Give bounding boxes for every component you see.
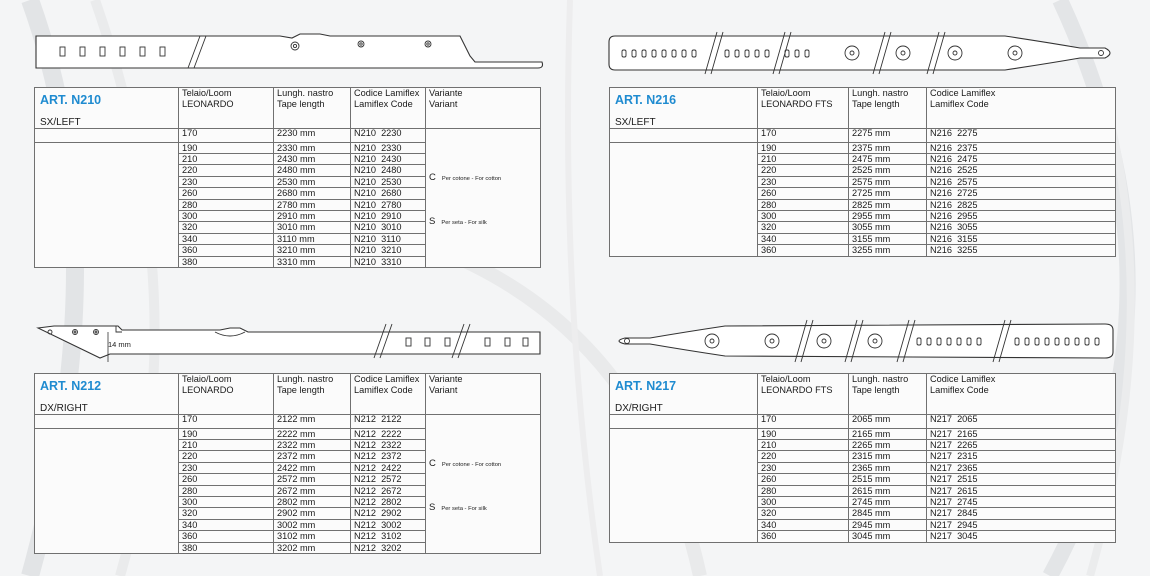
cell-length: 2372 mm — [274, 451, 351, 462]
cell-code: N210 2430 — [351, 153, 426, 164]
variant-cell — [426, 414, 541, 553]
cell-length: 2955 mm — [849, 210, 927, 221]
cell-code: N217 2065 — [927, 414, 1116, 428]
cell-code: N217 2265 — [927, 439, 1116, 450]
cell-length: 2945 mm — [849, 519, 927, 530]
tape-drawing-n217 — [605, 318, 1125, 368]
tape-drawing-n212 — [30, 318, 550, 368]
cell-loom: 260 — [758, 188, 849, 199]
tape-drawing-n216 — [605, 30, 1125, 80]
tape-drawing-n210 — [30, 28, 550, 78]
row-spacer-cell — [610, 128, 758, 142]
cell-loom: 190 — [179, 428, 274, 439]
cell-loom: 260 — [179, 188, 274, 199]
cell-length: 2375 mm — [849, 142, 927, 153]
cell-code: N210 3310 — [351, 256, 426, 267]
cell-length: 2910 mm — [274, 210, 351, 221]
cell-code: N216 3055 — [927, 222, 1116, 233]
cell-loom: 260 — [179, 474, 274, 485]
cell-code: N212 2322 — [351, 439, 426, 450]
blank-cell — [610, 142, 758, 256]
cell-length: 2525 mm — [849, 165, 927, 176]
cell-length: 2780 mm — [274, 199, 351, 210]
cell-code: N210 2780 — [351, 199, 426, 210]
cell-code: N212 2422 — [351, 462, 426, 473]
cell-loom: 380 — [179, 256, 274, 267]
dimension-label: 14 mm — [108, 340, 131, 349]
cell-loom: 230 — [179, 462, 274, 473]
cell-code: N216 3155 — [927, 233, 1116, 244]
col-header-code: Codice Lamiflex Lamiflex Code — [927, 374, 1116, 415]
cell-loom: 190 — [758, 428, 849, 439]
variant-cotton — [429, 459, 501, 469]
cell-code: N210 2680 — [351, 188, 426, 199]
cell-code: N210 2480 — [351, 165, 426, 176]
cell-loom: 320 — [179, 222, 274, 233]
cell-length: 2365 mm — [849, 462, 927, 473]
cell-code: N212 2122 — [351, 414, 426, 428]
article-header — [610, 374, 758, 415]
variant-description: Per seta - For silk — [441, 505, 487, 512]
cell-length: 2065 mm — [849, 414, 927, 428]
col-header-code: Codice Lamiflex Lamiflex Code — [351, 374, 426, 415]
cell-code: N212 2372 — [351, 451, 426, 462]
cell-code: N217 3045 — [927, 531, 1116, 542]
side-label: DX/RIGHT — [615, 402, 663, 414]
cell-length: 3010 mm — [274, 222, 351, 233]
cell-code: N212 3202 — [351, 542, 426, 553]
variant-silk — [429, 217, 487, 227]
cell-loom: 340 — [758, 233, 849, 244]
cell-loom: 360 — [179, 531, 274, 542]
cell-loom: 340 — [758, 519, 849, 530]
col-header-length: Lungh. nastro Tape length — [849, 88, 927, 129]
cell-length: 3210 mm — [274, 245, 351, 256]
col-header-length: Lungh. nastro Tape length — [849, 374, 927, 415]
cell-loom: 230 — [758, 462, 849, 473]
variant-description: Per seta - For silk — [441, 219, 487, 226]
cell-length: 2615 mm — [849, 485, 927, 496]
row-spacer-cell — [610, 414, 758, 428]
cell-length: 2275 mm — [849, 128, 927, 142]
cell-loom: 320 — [758, 508, 849, 519]
spec-table-n216 — [609, 87, 1115, 257]
cell-loom: 220 — [179, 165, 274, 176]
cell-loom: 220 — [758, 165, 849, 176]
cell-length: 2422 mm — [274, 462, 351, 473]
cell-code: N212 2572 — [351, 474, 426, 485]
cell-loom: 230 — [758, 176, 849, 187]
cell-code: N216 2825 — [927, 199, 1116, 210]
cell-loom: 220 — [179, 451, 274, 462]
cell-length: 2515 mm — [849, 474, 927, 485]
table-row — [610, 142, 1116, 153]
cell-code: N212 3102 — [351, 531, 426, 542]
cell-code: N212 3002 — [351, 519, 426, 530]
blank-cell — [35, 428, 179, 553]
cell-code: N217 2745 — [927, 496, 1116, 507]
cell-code: N212 2802 — [351, 496, 426, 507]
cell-code: N210 2530 — [351, 176, 426, 187]
cell-code: N216 2475 — [927, 153, 1116, 164]
cell-loom: 280 — [758, 199, 849, 210]
variant-letter: S — [429, 501, 436, 513]
cell-length: 2802 mm — [274, 496, 351, 507]
cell-code: N216 2275 — [927, 128, 1116, 142]
cell-loom: 170 — [758, 414, 849, 428]
cell-code: N210 3010 — [351, 222, 426, 233]
cell-loom: 360 — [758, 531, 849, 542]
cell-code: N210 2230 — [351, 128, 426, 142]
cell-length: 3155 mm — [849, 233, 927, 244]
cell-length: 2475 mm — [849, 153, 927, 164]
variant-letter: C — [429, 457, 436, 469]
cell-length: 2530 mm — [274, 176, 351, 187]
cell-loom: 300 — [758, 496, 849, 507]
cell-code: N210 2910 — [351, 210, 426, 221]
col-header-loom: Telaio/Loom LEONARDO FTS — [758, 88, 849, 129]
col-header-code: Codice Lamiflex Lamiflex Code — [927, 88, 1116, 129]
cell-code: N212 2222 — [351, 428, 426, 439]
variant-silk — [429, 503, 487, 513]
cell-length: 2745 mm — [849, 496, 927, 507]
cell-code: N216 2955 — [927, 210, 1116, 221]
article-title: ART. N217 — [615, 379, 677, 393]
cell-loom: 210 — [758, 153, 849, 164]
cell-length: 2672 mm — [274, 485, 351, 496]
cell-code: N217 2845 — [927, 508, 1116, 519]
cell-loom: 320 — [758, 222, 849, 233]
cell-loom: 360 — [758, 245, 849, 256]
blank-cell — [35, 142, 179, 267]
cell-loom: 280 — [179, 485, 274, 496]
cell-code: N217 2165 — [927, 428, 1116, 439]
article-title: ART. N216 — [615, 93, 677, 107]
cell-loom: 300 — [179, 210, 274, 221]
cell-length: 3002 mm — [274, 519, 351, 530]
col-header-variant: Variante Variant — [426, 374, 541, 415]
cell-loom: 190 — [179, 142, 274, 153]
cell-code: N217 2945 — [927, 519, 1116, 530]
cell-length: 2230 mm — [274, 128, 351, 142]
col-header-loom: Telaio/Loom LEONARDO — [179, 88, 274, 129]
cell-length: 2222 mm — [274, 428, 351, 439]
cell-length: 2825 mm — [849, 199, 927, 210]
cell-length: 3102 mm — [274, 531, 351, 542]
cell-length: 3045 mm — [849, 531, 927, 542]
cell-length: 2845 mm — [849, 508, 927, 519]
cell-code: N217 2365 — [927, 462, 1116, 473]
cell-length: 2430 mm — [274, 153, 351, 164]
cell-code: N217 2615 — [927, 485, 1116, 496]
cell-length: 2330 mm — [274, 142, 351, 153]
article-title: ART. N212 — [40, 379, 102, 393]
col-header-loom: Telaio/Loom LEONARDO FTS — [758, 374, 849, 415]
cell-loom: 260 — [758, 474, 849, 485]
cell-loom: 380 — [179, 542, 274, 553]
blank-cell — [610, 428, 758, 542]
cell-code: N216 2725 — [927, 188, 1116, 199]
variant-description: Per cotone - For cotton — [441, 175, 502, 182]
cell-loom: 190 — [758, 142, 849, 153]
cell-length: 2725 mm — [849, 188, 927, 199]
cell-loom: 210 — [179, 153, 274, 164]
cell-loom: 210 — [758, 439, 849, 450]
article-header — [35, 88, 179, 129]
cell-length: 3202 mm — [274, 542, 351, 553]
cell-loom: 170 — [179, 414, 274, 428]
row-spacer-cell — [35, 414, 179, 428]
cell-loom: 170 — [179, 128, 274, 142]
cell-loom: 300 — [179, 496, 274, 507]
article-header — [610, 88, 758, 129]
table-row — [610, 414, 1116, 428]
article-header — [35, 374, 179, 415]
cell-code: N210 3110 — [351, 233, 426, 244]
cell-code: N212 2672 — [351, 485, 426, 496]
cell-length: 2680 mm — [274, 188, 351, 199]
side-label: SX/LEFT — [40, 116, 81, 128]
cell-loom: 220 — [758, 451, 849, 462]
variant-letter: C — [429, 171, 436, 183]
cell-code: N217 2515 — [927, 474, 1116, 485]
cell-length: 2572 mm — [274, 474, 351, 485]
cell-length: 2480 mm — [274, 165, 351, 176]
cell-code: N216 3255 — [927, 245, 1116, 256]
cell-length: 3310 mm — [274, 256, 351, 267]
col-header-length: Lungh. nastro Tape length — [274, 88, 351, 129]
cell-length: 2265 mm — [849, 439, 927, 450]
variant-letter: S — [429, 215, 436, 227]
cell-loom: 360 — [179, 245, 274, 256]
cell-code: N216 2525 — [927, 165, 1116, 176]
cell-length: 3255 mm — [849, 245, 927, 256]
table-row — [610, 428, 1116, 439]
cell-code: N210 3210 — [351, 245, 426, 256]
variant-cotton — [429, 173, 501, 183]
cell-code: N217 2315 — [927, 451, 1116, 462]
col-header-variant: Variante Variant — [426, 88, 541, 129]
table-row — [35, 414, 541, 428]
side-label: DX/RIGHT — [40, 402, 88, 414]
cell-loom: 280 — [758, 485, 849, 496]
cell-loom: 280 — [179, 199, 274, 210]
cell-loom: 210 — [179, 439, 274, 450]
table-row — [610, 128, 1116, 142]
cell-length: 2322 mm — [274, 439, 351, 450]
cell-loom: 340 — [179, 519, 274, 530]
table-row — [35, 128, 541, 142]
cell-loom: 320 — [179, 508, 274, 519]
cell-code: N216 2375 — [927, 142, 1116, 153]
cell-loom: 230 — [179, 176, 274, 187]
spec-table-n217 — [609, 373, 1115, 543]
spec-table-n210 — [34, 87, 540, 268]
spec-table-n212 — [34, 373, 540, 554]
col-header-length: Lungh. nastro Tape length — [274, 374, 351, 415]
col-header-code: Codice Lamiflex Lamiflex Code — [351, 88, 426, 129]
cell-loom: 300 — [758, 210, 849, 221]
cell-length: 2902 mm — [274, 508, 351, 519]
col-header-loom: Telaio/Loom LEONARDO — [179, 374, 274, 415]
cell-loom: 170 — [758, 128, 849, 142]
cell-length: 2165 mm — [849, 428, 927, 439]
cell-code: N210 2330 — [351, 142, 426, 153]
cell-length: 2315 mm — [849, 451, 927, 462]
variant-description: Per cotone - For cotton — [441, 461, 502, 468]
cell-loom: 340 — [179, 233, 274, 244]
row-spacer-cell — [35, 128, 179, 142]
cell-length: 3055 mm — [849, 222, 927, 233]
article-title: ART. N210 — [40, 93, 102, 107]
side-label: SX/LEFT — [615, 116, 656, 128]
variant-cell — [426, 128, 541, 267]
cell-code: N212 2902 — [351, 508, 426, 519]
cell-length: 3110 mm — [274, 233, 351, 244]
cell-length: 2575 mm — [849, 176, 927, 187]
cell-code: N216 2575 — [927, 176, 1116, 187]
cell-length: 2122 mm — [274, 414, 351, 428]
